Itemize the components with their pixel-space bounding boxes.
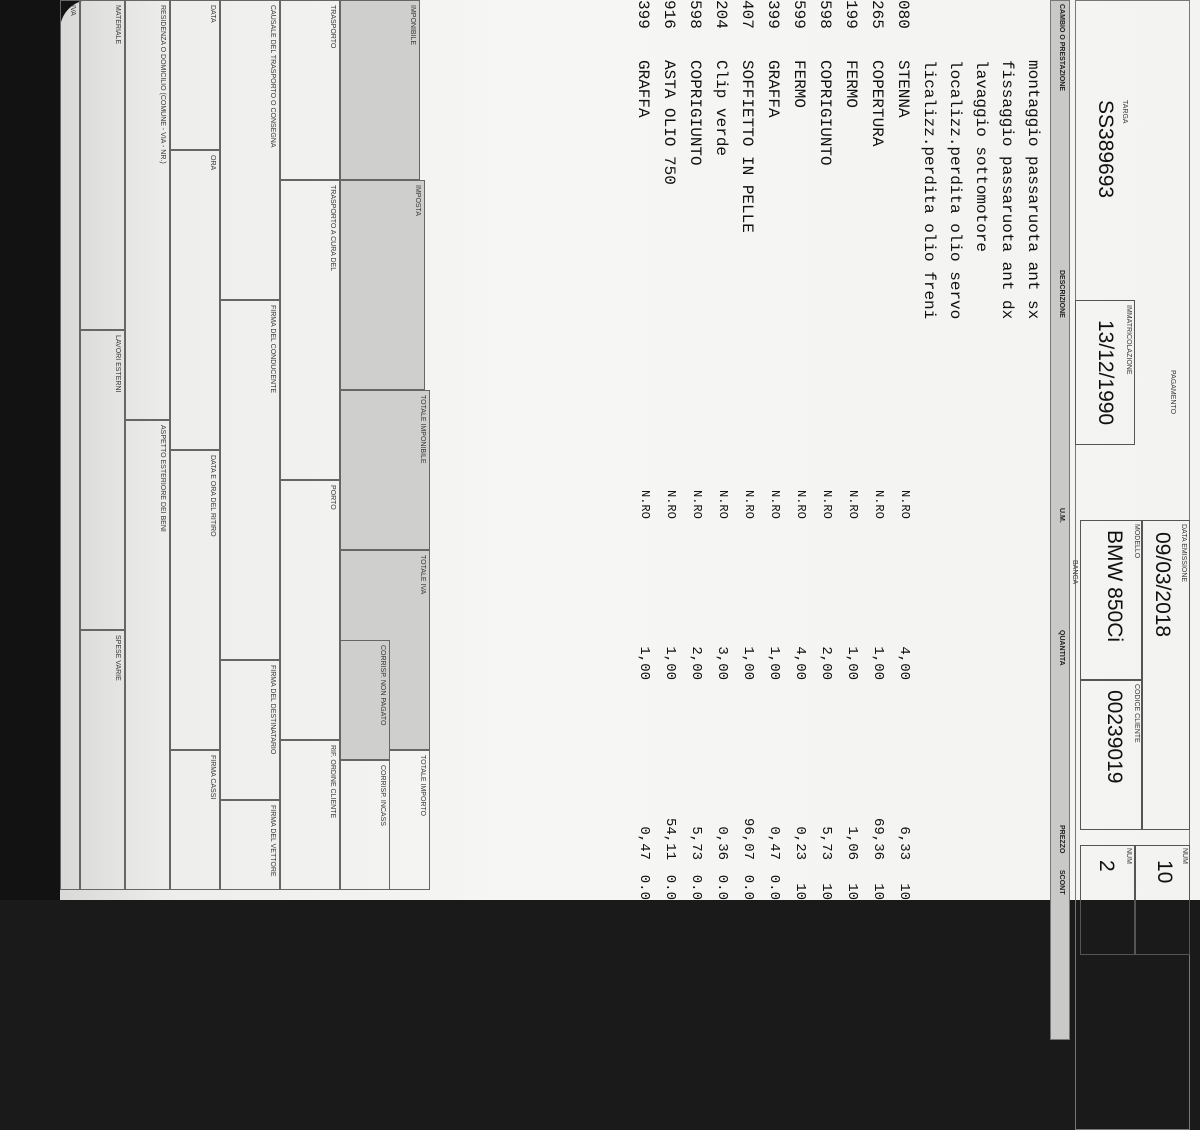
cell-description: montaggio passaruota ant sx <box>1024 60 1042 320</box>
codice-cliente-label: CODICE CLIENTE <box>1133 684 1140 743</box>
cell-discount: 10 <box>896 883 912 900</box>
cell-qty: 4,00 <box>896 646 912 680</box>
col-header-code: CAMBIO O PRESTAZIONE <box>1058 4 1065 91</box>
cell-description: COPRIGIUNTO <box>816 60 834 166</box>
cell-price: 0,47 <box>636 826 652 860</box>
cell-qty: 1,00 <box>844 646 860 680</box>
aspetto-beni-box <box>125 420 170 890</box>
cell-qty: 2,00 <box>818 646 834 680</box>
cell-description: fissaggio passaruota ant dx <box>998 60 1016 320</box>
table-row <box>967 0 993 900</box>
data-ora-ritiro-box <box>170 450 220 750</box>
cell-um: N.RO <box>794 490 808 519</box>
corrisp-non-pagato-label: CORRISP. NON PAGATO <box>379 645 386 726</box>
cell-description: licalizz.perdita olio freni <box>920 60 938 320</box>
iva-label: IVA <box>69 5 76 16</box>
cell-discount: 0.0 <box>766 874 782 900</box>
cell-description: SOFFIETTO IN PELLE <box>738 60 756 233</box>
targa-label: TARGA <box>1121 100 1128 124</box>
cell-qty: 2,00 <box>688 646 704 680</box>
causale-label: CAUSALE DEL TRASPORTO O CONSEGNA <box>269 5 276 148</box>
ora-box <box>170 150 220 450</box>
cell-description: FERMO <box>842 60 860 109</box>
imposta-box <box>340 180 425 390</box>
cell-um: N.RO <box>872 490 886 519</box>
cell-description: COPRIGIUNTO <box>686 60 704 166</box>
cell-price: 0,47 <box>766 826 782 860</box>
table-row <box>941 0 967 900</box>
cell-description: Clip verde <box>712 60 730 157</box>
totale-iva-label: TOTALE IVA <box>419 555 426 595</box>
cell-code: 080 <box>894 0 912 29</box>
immatricolazione-label: IMMATRICOLAZIONE <box>1125 305 1132 375</box>
trasporto-box <box>280 0 340 180</box>
data-box <box>170 0 220 150</box>
cell-code: 407 <box>738 0 756 29</box>
firma-cassi-label: FIRMA CASSI <box>209 755 216 800</box>
materiale-label: MATERIALE <box>114 5 121 45</box>
modello-label: MODELLO <box>1133 524 1140 559</box>
cell-price: 6,33 <box>896 826 912 860</box>
trasporto-cura-label: TRASPORTO A CURA DEL <box>329 185 336 272</box>
cell-um: N.RO <box>638 490 652 519</box>
table-row <box>837 0 863 900</box>
firma-conducente-box <box>220 300 280 660</box>
num-label: NUM <box>1181 848 1188 864</box>
cell-price: 0,23 <box>792 826 808 860</box>
cell-qty: 1,00 <box>636 646 652 680</box>
cell-um: N.RO <box>768 490 782 519</box>
cell-price: 0,36 <box>714 826 730 860</box>
cell-code: 399 <box>634 0 652 29</box>
table-row <box>733 0 759 900</box>
table-row <box>889 0 915 900</box>
invoice-document <box>60 0 1190 900</box>
cell-code: 265 <box>868 0 886 29</box>
cell-description: localizz.perdita olio servo <box>946 60 964 320</box>
cell-description: ASTA OLIO 750 <box>660 60 678 185</box>
firma-cassi-box <box>170 750 220 890</box>
cell-discount: 10 <box>844 883 860 900</box>
num2-label: NUM <box>1125 848 1132 864</box>
cell-code: 916 <box>660 0 678 29</box>
trasporto-label: TRASPORTO <box>329 5 336 49</box>
cell-discount: 0.0 <box>662 874 678 900</box>
immatricolazione-value: 13/12/1990 <box>1094 320 1117 426</box>
spese-varie-label: SPESE VARIE <box>114 635 121 681</box>
porto-box <box>280 480 340 740</box>
corrisp-non-pagato-box <box>340 640 390 760</box>
aspetto-beni-label: ASPETTO ESTERIORE DEI BENI <box>159 425 166 532</box>
cell-um: N.RO <box>690 490 704 519</box>
table-row <box>629 0 655 900</box>
trasporto-cura-box <box>280 180 340 480</box>
targa-value: SS389693 <box>1094 100 1117 199</box>
imponibile-label: IMPONIBILE <box>409 5 416 46</box>
table-row <box>811 0 837 900</box>
table-row <box>915 0 941 900</box>
cell-price: 69,36 <box>870 817 886 860</box>
cell-discount: 0.0 <box>636 874 652 900</box>
cell-qty: 1,00 <box>766 646 782 680</box>
firma-vettore-box <box>220 800 280 890</box>
cell-discount: 0.0 <box>740 874 756 900</box>
table-row <box>759 0 785 900</box>
data-label: DATA <box>209 5 216 23</box>
table-row <box>993 0 1019 900</box>
cell-qty: 4,00 <box>792 646 808 680</box>
table-row <box>681 0 707 900</box>
spese-varie-box <box>80 630 125 890</box>
firma-destinatario-box <box>220 660 280 800</box>
corrisp-incass-label: CORRISP. INCASS <box>379 765 386 826</box>
cell-um: N.RO <box>664 490 678 519</box>
data-emissione-label: DATA EMISSIONE <box>1180 524 1187 583</box>
col-header-description: DESCRIZIONE <box>1058 270 1065 318</box>
firma-destinatario-label: FIRMA DEL DESTINATARIO <box>269 665 276 755</box>
iva-box <box>60 0 80 890</box>
cell-qty: 1,00 <box>740 646 756 680</box>
cell-qty: 1,00 <box>662 646 678 680</box>
cell-description: GRAFFA <box>764 60 782 118</box>
firma-conducente-label: FIRMA DEL CONDUCENTE <box>269 305 276 394</box>
cell-description: GRAFFA <box>634 60 652 118</box>
cell-price: 1,06 <box>844 826 860 860</box>
cell-description: COPERTURA <box>868 60 886 147</box>
cell-um: N.RO <box>742 490 756 519</box>
table-row <box>863 0 889 900</box>
table-row <box>655 0 681 900</box>
cell-code: 204 <box>712 0 730 29</box>
residenza-label: RESIDENZA O DOMICILIO (COMUNE - VIA - NR.) <box>159 5 166 164</box>
cell-code: 599 <box>790 0 808 29</box>
porto-label: PORTO <box>329 485 336 510</box>
cell-um: N.RO <box>846 490 860 519</box>
cell-um: N.RO <box>820 490 834 519</box>
cell-price: 96,07 <box>740 817 756 860</box>
rif-ordine-box <box>280 740 340 890</box>
table-row <box>1019 0 1045 900</box>
cell-um: N.RO <box>716 490 730 519</box>
data-emissione-value: 09/03/2018 <box>1151 532 1174 638</box>
cell-discount: 10 <box>870 883 886 900</box>
cell-qty: 3,00 <box>714 646 730 680</box>
codice-cliente-value: 00239019 <box>1103 690 1126 784</box>
cell-qty: 1,00 <box>870 646 886 680</box>
banca-label: BANCA <box>1071 560 1078 585</box>
cell-price: 54,11 <box>662 817 678 860</box>
modello-value: BMW 850Ci <box>1103 530 1126 643</box>
table-row <box>707 0 733 900</box>
corrisp-incass-box <box>340 760 390 890</box>
rif-ordine-label: RIF. ORDINE CLIENTE <box>329 745 336 819</box>
totale-imponibile-label: TOTALE IMPONIBILE <box>419 395 426 464</box>
imponibile-box <box>340 0 420 180</box>
cell-description: STENNA <box>894 60 912 118</box>
cell-code: 399 <box>764 0 782 29</box>
imposta-label: IMPOSTA <box>414 185 421 216</box>
cell-discount: 10 <box>792 883 808 900</box>
cell-code: 598 <box>816 0 834 29</box>
col-header-price: PREZZO <box>1058 825 1065 854</box>
cell-description: lavaggio sottomotore <box>972 60 990 253</box>
causale-box <box>220 0 280 300</box>
ora-label: ORA <box>209 155 216 171</box>
col-header-um: U.M. <box>1058 508 1065 523</box>
materiale-box <box>80 0 125 330</box>
num-value: 10 <box>1153 860 1176 884</box>
cell-description: FERMO <box>790 60 808 109</box>
cell-um: N.RO <box>898 490 912 519</box>
lavori-esterni-box <box>80 330 125 630</box>
data-ora-ritiro-label: DATA E ORA DEL RITIRO <box>209 455 216 537</box>
cell-discount: 0.0 <box>714 874 730 900</box>
col-header-qty: QUANTITA <box>1058 630 1065 666</box>
cell-price: 5,73 <box>688 826 704 860</box>
table-row <box>785 0 811 900</box>
num2-value: 2 <box>1095 860 1118 872</box>
col-header-discount: SCONT <box>1058 870 1065 895</box>
totale-importo-label: TOTALE IMPORTO <box>419 755 426 816</box>
firma-vettore-label: FIRMA DEL VETTORE <box>269 805 276 877</box>
totale-imponibile-box <box>340 390 430 550</box>
residenza-box <box>125 0 170 420</box>
cell-code: 598 <box>686 0 704 29</box>
cell-code: 199 <box>842 0 860 29</box>
cell-price: 5,73 <box>818 826 834 860</box>
cell-discount: 10 <box>818 883 834 900</box>
lavori-esterni-label: LAVORI ESTERNI <box>114 335 121 393</box>
cell-discount: 0.0 <box>688 874 704 900</box>
pagamento-label: PAGAMENTO <box>1169 370 1176 415</box>
